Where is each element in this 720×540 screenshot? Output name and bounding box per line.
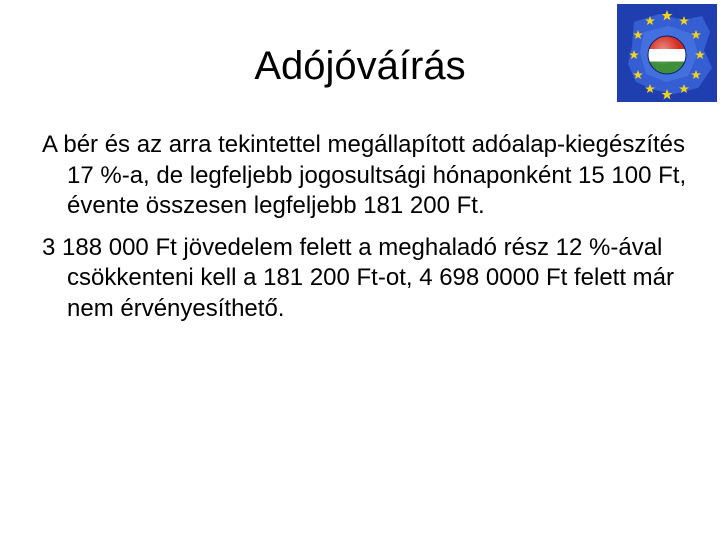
slide-title: Adójóváírás bbox=[254, 44, 466, 88]
paragraph-1: A bér és az arra tekintettel megállapított adóalap-kiegészítés 17 %-a, de legfeljebb jogosultsági hónaponként 15 100 Ft, évente összesen legfeljebb 181 200 Ft. bbox=[42, 131, 687, 220]
paragraph-2: 3 188 000 Ft jövedelem felett a meghaladó rész 12 %-ával csökkenteni kell a 181 200 Ft-ot, 4 698 0000 Ft felett már nem érvényesíthető. bbox=[42, 233, 675, 322]
eu-hungary-logo-icon bbox=[614, 2, 720, 104]
body-text bbox=[42, 130, 702, 336]
